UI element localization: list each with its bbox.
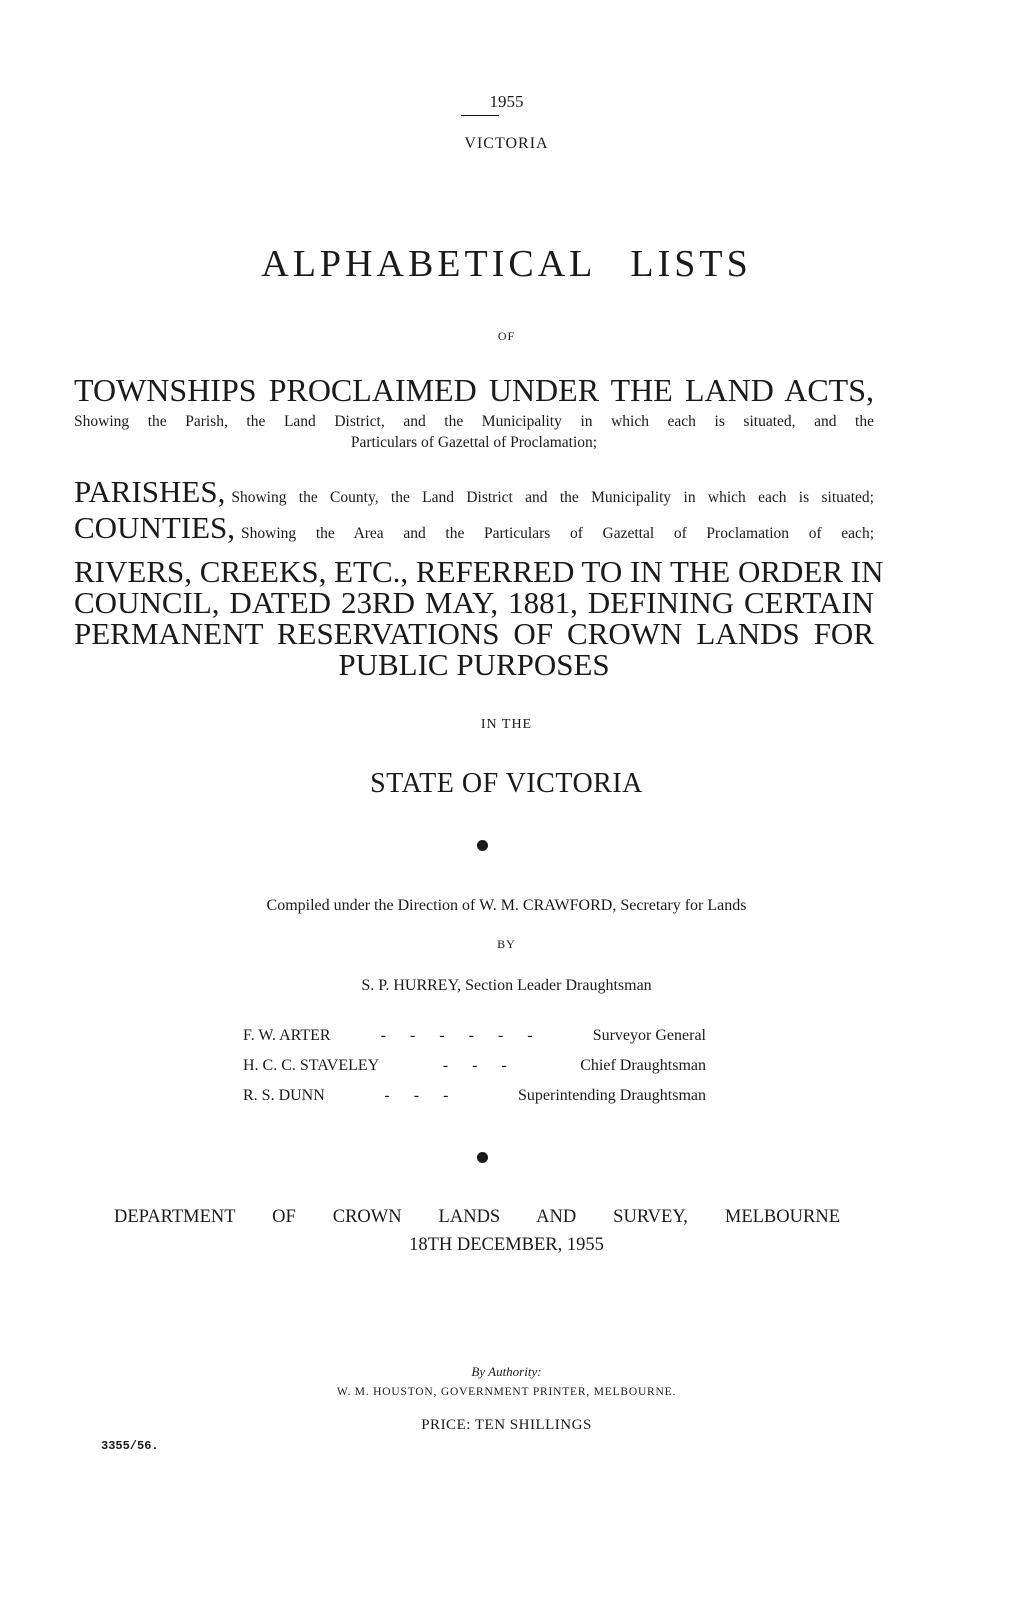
staff-role: Surveyor General [592,1027,706,1044]
main-title [0,245,1013,283]
counties-section [74,510,874,546]
bullet-divider-1 [477,840,488,851]
townships-description-line-2: Particulars of Gazettal of Proclamation; [350,433,598,451]
main-title-word-2: LISTS [630,243,752,285]
state-heading: VICTORIA [464,135,549,152]
rivers-heading-line-3: PERMANENT RESERVATIONS OF CROWN LANDS FOR [74,616,874,651]
staff-row [243,1028,706,1044]
staff-role: Superintending Draughtsman [518,1087,706,1104]
parishes-section [74,474,874,510]
in-the-label: IN THE [480,717,533,732]
compiled-under-line: Compiled under the Direction of W. M. CRAWFORD, Secretary for Lands [266,897,747,914]
staff-row [243,1088,706,1104]
state-of-victoria: STATE OF VICTORIA [370,768,643,799]
rivers-section [74,554,884,682]
print-code: 3355/56. [101,1439,159,1453]
year: 1955 [489,92,524,111]
department-line: DEPARTMENT OF CROWN LANDS AND SURVEY, MELBOURNE [114,1207,840,1227]
year-underline [461,115,499,116]
price-line: PRICE: TEN SHILLINGS [421,1417,592,1433]
counties-heading: COUNTIES, [74,510,236,545]
bullet-divider-2 [477,1152,488,1163]
parishes-description: Showing the County, the Land District and the Municipality in which each is situated; [231,489,874,506]
staff-leader-dashes: - - - [384,1087,459,1104]
authority-line: By Authority: [471,1364,542,1379]
townships-section [74,374,874,454]
staff-name: F. W. ARTER [243,1027,331,1044]
main-title-word-1: ALPHABETICAL [261,243,597,285]
staff-row [243,1058,706,1074]
counties-description: Showing the Area and the Particulars of Gazettal of Proclamation of each; [241,525,874,542]
rivers-heading-line-4: PUBLIC PURPOSES [338,647,610,682]
staff-role: Chief Draughtsman [580,1057,706,1074]
printer-line: W. M. HOUSTON, GOVERNMENT PRINTER, MELBOURNE. [336,1386,677,1398]
by-label: BY [497,937,516,951]
compiler-credit: S. P. HURREY, Section Leader Draughtsman [361,977,652,994]
of-label: OF [497,329,516,343]
publication-date: 18TH DECEMBER, 1955 [409,1235,604,1255]
townships-description-line-1: Showing the Parish, the Land District, and the Municipality in which each is situated, and the [74,413,874,430]
staff-leader-dashes: - - - - - - [380,1027,543,1044]
parishes-heading: PARISHES, [74,474,226,509]
rivers-heading-line-1: RIVERS, CREEKS, ETC., REFERRED TO IN THE ORDER IN [74,554,884,589]
staff-name: H. C. C. STAVELEY [243,1057,380,1074]
townships-heading: TOWNSHIPS PROCLAIMED UNDER THE LAND ACTS, [74,372,874,408]
staff-leader-dashes: - - - [442,1057,517,1074]
rivers-heading-line-2: COUNCIL, DATED 23RD MAY, 1881, DEFINING CERTAIN [74,585,874,620]
staff-name: R. S. DUNN [243,1087,325,1104]
